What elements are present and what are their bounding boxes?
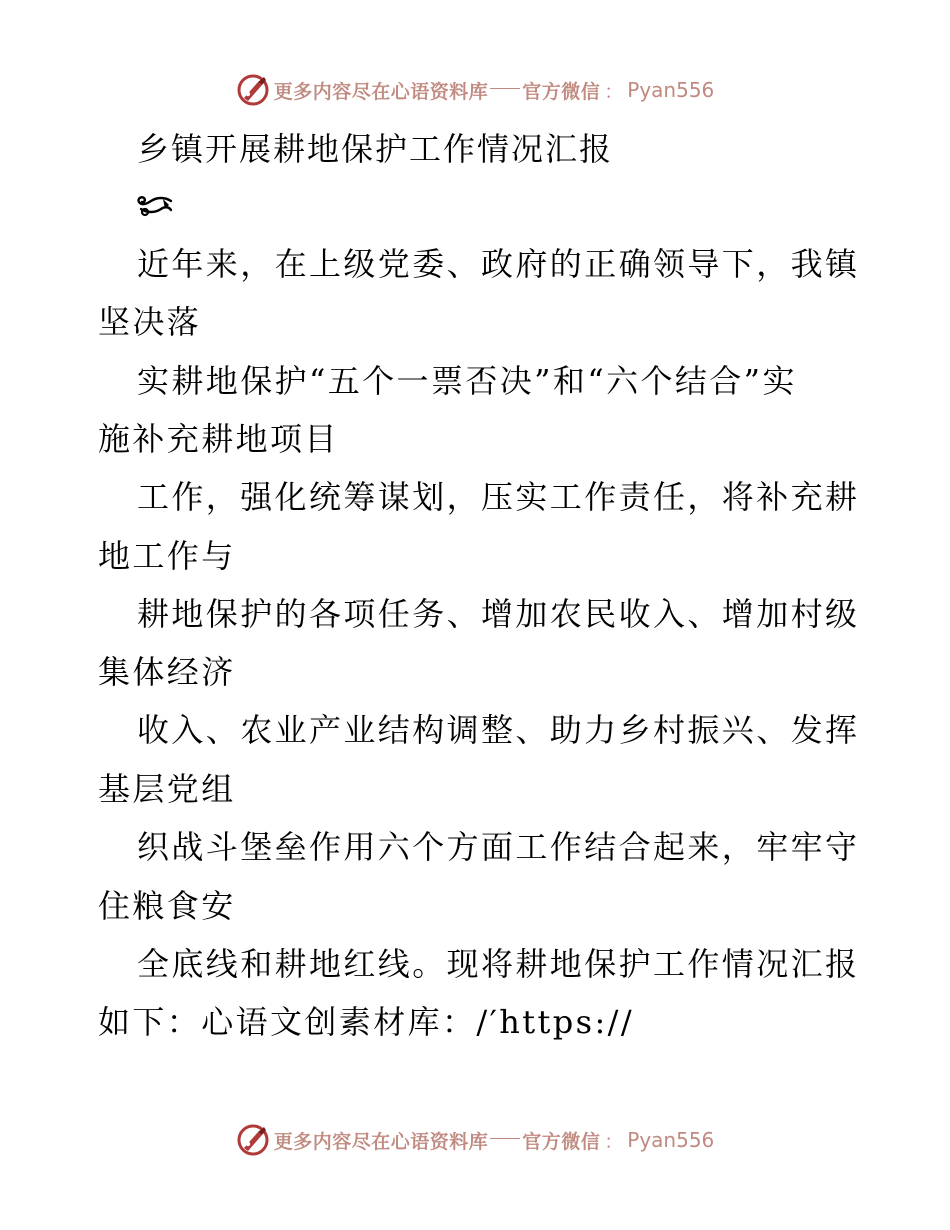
body-line: 织战斗堡垒作用六个方面工作结合起来，牢牢守: [137, 828, 860, 866]
body-line: 施补充耕地项目: [98, 420, 339, 458]
header-wechat-id: Pyan556: [627, 78, 715, 102]
header-site-text: 更多内容尽在心语资料库: [273, 80, 489, 103]
footer-banner-content: [236, 1123, 715, 1157]
footer-dash: [490, 1138, 520, 1139]
body-line: 收入、农业产业结构调整、助力乡村振兴、发挥: [137, 711, 860, 749]
body-line: 地工作与: [98, 537, 236, 575]
body-line: 集体经济: [98, 653, 236, 691]
header-colon: ：: [604, 80, 624, 103]
body-line: 基层党组: [98, 770, 236, 808]
footer-colon: ：: [604, 1130, 624, 1153]
header-banner: [0, 68, 950, 112]
body-line: 全底线和耕地红线。现将耕地保护工作情况汇报: [137, 945, 860, 983]
curl-ornament-icon: [135, 193, 175, 219]
document-title: 乡镇开展耕地保护工作情况汇报: [137, 130, 614, 168]
footer-wechat-label: 官方微信: [522, 1130, 601, 1153]
footer-site-text: 更多内容尽在心语资料库: [273, 1130, 489, 1153]
body-line: 住粮食安: [98, 887, 236, 925]
pen-logo-icon: [236, 1123, 270, 1157]
header-wechat-label: 官方微信: [522, 80, 601, 103]
footer-banner: [0, 1118, 950, 1162]
body-line: 工作，强化统筹谋划，压实工作责任，将补充耕: [137, 478, 860, 516]
body-line: 如下：心语文创素材库：/′https://: [98, 1003, 635, 1041]
header-dash: [490, 88, 520, 89]
body-line: 坚决落: [98, 303, 202, 341]
pen-logo-icon: [236, 73, 270, 107]
footer-wechat-id: Pyan556: [627, 1128, 715, 1152]
header-banner-content: [236, 73, 715, 107]
body-line: 实耕地保护“五个一票否决”和“六个结合”实: [137, 362, 797, 400]
body-line: 耕地保护的各项任务、增加农民收入、增加村级: [137, 595, 860, 633]
body-line: 近年来，在上级党委、政府的正确领导下，我镇: [137, 245, 860, 283]
